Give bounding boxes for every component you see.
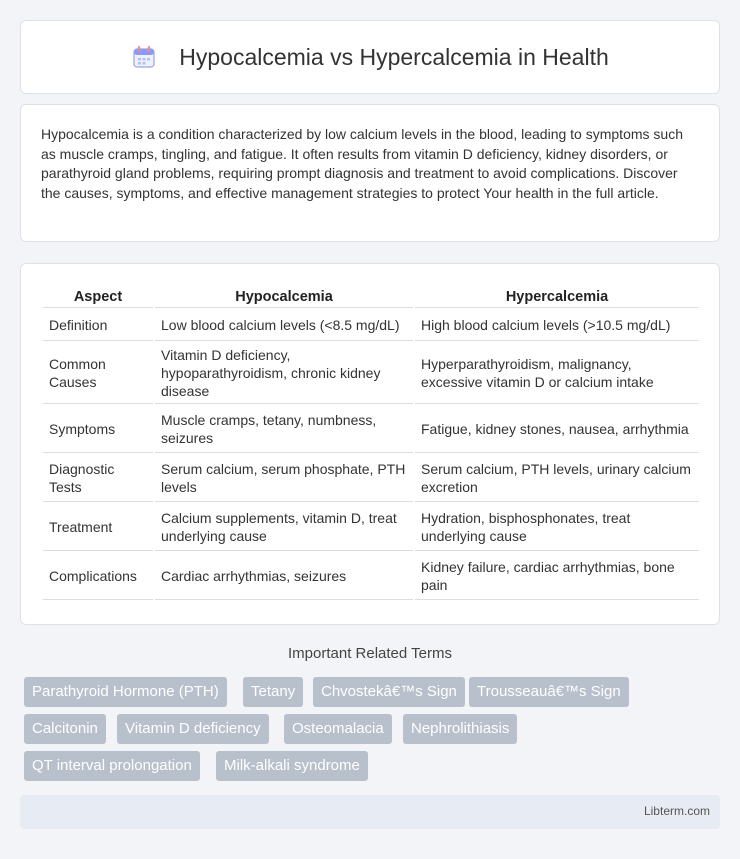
table-cell: Hyperparathyroidism, malignancy, excessive vitamin D or calcium intake xyxy=(415,343,699,404)
footer xyxy=(20,795,720,829)
title-card xyxy=(20,20,720,94)
tag-chvostek-sign[interactable]: Chvostekâ€™s Sign xyxy=(313,677,465,707)
table-cell: Common Causes xyxy=(43,343,153,404)
tag-tetany[interactable]: Tetany xyxy=(243,677,303,707)
table-cell: Treatment xyxy=(43,504,153,551)
table-cell: Cardiac arrhythmias, seizures xyxy=(155,553,413,600)
tag-osteomalacia[interactable]: Osteomalacia xyxy=(284,714,392,744)
table-cell: Muscle cramps, tetany, numbness, seizures xyxy=(155,406,413,453)
table-row xyxy=(43,343,699,404)
column-header-hypocalcemia: Hypocalcemia xyxy=(155,286,413,308)
tag-calcitonin[interactable]: Calcitonin xyxy=(24,714,106,744)
comparison-table xyxy=(41,284,701,602)
column-header-hypercalcemia: Hypercalcemia xyxy=(415,286,699,308)
tag-parathyroid-hormone[interactable]: Parathyroid Hormone (PTH) xyxy=(24,677,227,707)
table-row xyxy=(43,553,699,600)
table-cell: High blood calcium levels (>10.5 mg/dL) xyxy=(415,310,699,341)
table-cell: Low blood calcium levels (<8.5 mg/dL) xyxy=(155,310,413,341)
calendar-icon xyxy=(131,44,157,70)
table-cell: Vitamin D deficiency, hypoparathyroidism, chronic kidney disease xyxy=(155,343,413,404)
table-row xyxy=(43,504,699,551)
footer-site-link[interactable]: Libterm.com xyxy=(643,804,710,818)
tag-nephrolithiasis[interactable]: Nephrolithiasis xyxy=(403,714,517,744)
related-terms-heading: Important Related Terms xyxy=(288,645,452,662)
table-cell: Fatigue, kidney stones, nausea, arrhythmia xyxy=(415,406,699,453)
table-cell: Definition xyxy=(43,310,153,341)
table-cell: Symptoms xyxy=(43,406,153,453)
comparison-card xyxy=(20,263,720,625)
table-cell: Calcium supplements, vitamin D, treat underlying cause xyxy=(155,504,413,551)
table-header-row xyxy=(43,286,699,308)
tag-milk-alkali-syndrome[interactable]: Milk-alkali syndrome xyxy=(216,751,368,781)
tag-vitamin-d-deficiency[interactable]: Vitamin D deficiency xyxy=(117,714,269,744)
table-cell: Kidney failure, cardiac arrhythmias, bone pain xyxy=(415,553,699,600)
table-row xyxy=(43,455,699,502)
table-cell: Serum calcium, serum phosphate, PTH levels xyxy=(155,455,413,502)
table-cell: Hydration, bisphosphonates, treat underlying cause xyxy=(415,504,699,551)
tag-trousseau-sign[interactable]: Trousseauâ€™s Sign xyxy=(469,677,629,707)
table-row xyxy=(43,310,699,341)
page-title: Hypocalcemia vs Hypercalcemia in Health xyxy=(179,43,609,70)
table-cell: Complications xyxy=(43,553,153,600)
table-cell: Serum calcium, PTH levels, urinary calcium excretion xyxy=(415,455,699,502)
column-header-aspect: Aspect xyxy=(43,286,153,308)
intro-card xyxy=(20,104,720,242)
intro-paragraph: Hypocalcemia is a condition characterized by low calcium levels in the blood, leading to symptoms such as muscle cramps, tingling, and fatigue. It often results from vitamin D deficiency, kidney disorders, or parathyroid gland problems, requiring prompt diagnosis and treatment to avoid complications. Discover the causes, symptoms, and effective management strategies to protect Your health in the full article. xyxy=(41,126,683,201)
table-cell: Diagnostic Tests xyxy=(43,455,153,502)
tag-qt-interval-prolongation[interactable]: QT interval prolongation xyxy=(24,751,200,781)
table-row xyxy=(43,406,699,453)
